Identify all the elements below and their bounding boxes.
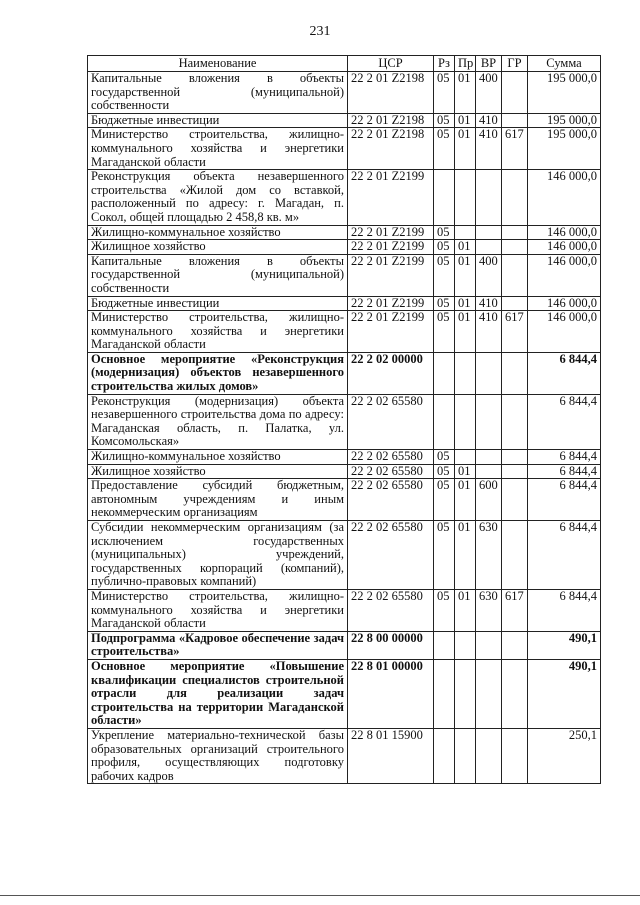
cell-gr — [502, 479, 528, 521]
cell-vr — [476, 659, 502, 728]
cell-gr — [502, 113, 528, 128]
table-row — [88, 72, 601, 114]
cell-gr — [502, 72, 528, 114]
table-row — [88, 479, 601, 521]
cell-vr: 410 — [476, 296, 502, 311]
cell-rz: 05 — [434, 254, 455, 296]
budget-table — [87, 55, 601, 784]
cell-vr: 630 — [476, 589, 502, 631]
cell-name: Реконструкция объекта незавершенного строительства «Жилой дом со вставкой, расположенный по адресу: г. Магадан, п. Сокол, общей площадью 2 458,8 кв. м» — [88, 170, 348, 225]
page-bottom-divider — [0, 895, 640, 896]
cell-rz: 05 — [434, 464, 455, 479]
cell-name: Министерство строительства, жилищно-коммунального хозяйства и энергетики Магаданской области — [88, 589, 348, 631]
cell-pr — [455, 225, 476, 240]
cell-gr — [502, 631, 528, 659]
cell-csr: 22 2 01 Z2199 — [348, 170, 434, 225]
cell-vr — [476, 352, 502, 394]
cell-pr — [455, 631, 476, 659]
cell-name: Подпрограмма «Кадровое обеспечение задач строительства» — [88, 631, 348, 659]
cell-rz: 05 — [434, 225, 455, 240]
cell-sum: 146 000,0 — [528, 225, 601, 240]
table-row — [88, 254, 601, 296]
cell-rz — [434, 170, 455, 225]
cell-pr — [455, 170, 476, 225]
cell-pr: 01 — [455, 311, 476, 353]
cell-pr: 01 — [455, 479, 476, 521]
table-row — [88, 170, 601, 225]
cell-name: Жилищно-коммунальное хозяйство — [88, 450, 348, 465]
cell-sum: 6 844,4 — [528, 479, 601, 521]
cell-rz: 05 — [434, 240, 455, 255]
table-row — [88, 728, 601, 783]
cell-sum: 6 844,4 — [528, 352, 601, 394]
cell-name: Министерство строительства, жилищно-коммунального хозяйства и энергетики Магаданской области — [88, 128, 348, 170]
cell-vr: 410 — [476, 128, 502, 170]
cell-vr — [476, 450, 502, 465]
cell-csr: 22 2 01 Z2199 — [348, 240, 434, 255]
cell-gr — [502, 240, 528, 255]
cell-csr: 22 2 01 Z2199 — [348, 296, 434, 311]
header-csr: ЦСР — [348, 56, 434, 72]
cell-rz: 05 — [434, 589, 455, 631]
cell-name: Основное мероприятие «Повышение квалификации специалистов строительной отрасли для реализации задач строительства на территории Магаданской области» — [88, 659, 348, 728]
table-row — [88, 240, 601, 255]
table-row — [88, 225, 601, 240]
header-sum: Сумма — [528, 56, 601, 72]
cell-vr — [476, 464, 502, 479]
cell-vr — [476, 170, 502, 225]
cell-rz — [434, 631, 455, 659]
cell-vr — [476, 394, 502, 449]
cell-pr: 01 — [455, 521, 476, 590]
cell-gr: 617 — [502, 589, 528, 631]
cell-sum: 195 000,0 — [528, 72, 601, 114]
cell-sum: 146 000,0 — [528, 240, 601, 255]
cell-gr — [502, 170, 528, 225]
cell-gr — [502, 352, 528, 394]
cell-rz — [434, 728, 455, 783]
cell-pr: 01 — [455, 254, 476, 296]
cell-pr: 01 — [455, 240, 476, 255]
cell-gr — [502, 296, 528, 311]
cell-rz — [434, 659, 455, 728]
table-row — [88, 450, 601, 465]
cell-rz: 05 — [434, 296, 455, 311]
header-gr: ГР — [502, 56, 528, 72]
cell-rz: 05 — [434, 128, 455, 170]
cell-csr: 22 8 01 00000 — [348, 659, 434, 728]
cell-csr: 22 2 01 Z2199 — [348, 254, 434, 296]
cell-vr: 630 — [476, 521, 502, 590]
header-row — [88, 56, 601, 72]
cell-pr: 01 — [455, 72, 476, 114]
cell-pr: 01 — [455, 589, 476, 631]
cell-pr — [455, 728, 476, 783]
cell-csr: 22 8 00 00000 — [348, 631, 434, 659]
cell-name: Жилищное хозяйство — [88, 240, 348, 255]
table-row — [88, 631, 601, 659]
cell-gr — [502, 464, 528, 479]
cell-sum: 146 000,0 — [528, 296, 601, 311]
cell-csr: 22 2 02 65580 — [348, 521, 434, 590]
cell-name: Укрепление материально-технической базы образовательных организаций строительного профиля, осуществляющих подготовку рабочих кадров — [88, 728, 348, 783]
cell-gr — [502, 254, 528, 296]
cell-rz: 05 — [434, 72, 455, 114]
table-row — [88, 394, 601, 449]
cell-sum: 6 844,4 — [528, 464, 601, 479]
cell-csr: 22 2 02 65580 — [348, 464, 434, 479]
cell-gr — [502, 394, 528, 449]
cell-name: Жилищно-коммунальное хозяйство — [88, 225, 348, 240]
cell-gr — [502, 728, 528, 783]
cell-sum: 146 000,0 — [528, 170, 601, 225]
cell-sum: 146 000,0 — [528, 254, 601, 296]
cell-sum: 6 844,4 — [528, 521, 601, 590]
cell-pr: 01 — [455, 128, 476, 170]
cell-sum: 195 000,0 — [528, 128, 601, 170]
cell-pr — [455, 450, 476, 465]
cell-pr: 01 — [455, 464, 476, 479]
cell-rz: 05 — [434, 521, 455, 590]
cell-sum: 490,1 — [528, 659, 601, 728]
table-row — [88, 521, 601, 590]
cell-csr: 22 2 02 65580 — [348, 479, 434, 521]
cell-sum: 146 000,0 — [528, 311, 601, 353]
cell-rz: 05 — [434, 450, 455, 465]
cell-rz: 05 — [434, 479, 455, 521]
cell-gr — [502, 450, 528, 465]
cell-rz: 05 — [434, 113, 455, 128]
cell-sum: 6 844,4 — [528, 394, 601, 449]
cell-name: Основное мероприятие «Реконструкция (модернизация) объектов незавершенного строительства жилых домов» — [88, 352, 348, 394]
cell-pr — [455, 352, 476, 394]
cell-name: Бюджетные инвестиции — [88, 113, 348, 128]
cell-name: Жилищное хозяйство — [88, 464, 348, 479]
cell-sum: 490,1 — [528, 631, 601, 659]
cell-pr: 01 — [455, 113, 476, 128]
cell-pr — [455, 394, 476, 449]
cell-name: Капитальные вложения в объекты государственной (муниципальной) собственности — [88, 254, 348, 296]
cell-gr — [502, 659, 528, 728]
header-name: Наименование — [88, 56, 348, 72]
cell-csr: 22 2 02 65580 — [348, 450, 434, 465]
cell-rz — [434, 394, 455, 449]
cell-sum: 195 000,0 — [528, 113, 601, 128]
cell-rz: 05 — [434, 311, 455, 353]
table-row — [88, 311, 601, 353]
table-row — [88, 464, 601, 479]
table-row — [88, 113, 601, 128]
cell-vr — [476, 240, 502, 255]
page-number: 231 — [309, 24, 331, 39]
cell-sum: 6 844,4 — [528, 589, 601, 631]
cell-vr: 400 — [476, 72, 502, 114]
cell-csr: 22 8 01 15900 — [348, 728, 434, 783]
cell-pr: 01 — [455, 296, 476, 311]
cell-csr: 22 2 02 65580 — [348, 589, 434, 631]
cell-vr: 410 — [476, 113, 502, 128]
cell-name: Министерство строительства, жилищно-коммунального хозяйства и энергетики Магаданской области — [88, 311, 348, 353]
table-row — [88, 128, 601, 170]
cell-csr: 22 2 01 Z2198 — [348, 128, 434, 170]
header-vr: ВР — [476, 56, 502, 72]
cell-gr — [502, 225, 528, 240]
cell-gr: 617 — [502, 128, 528, 170]
table-row — [88, 659, 601, 728]
cell-csr: 22 2 02 65580 — [348, 394, 434, 449]
cell-name: Субсидии некоммерческим организациям (за исключением государственных (муниципальных) учреждений, государственных корпораций (компаний), публично-правовых компаний) — [88, 521, 348, 590]
table-row — [88, 296, 601, 311]
cell-rz — [434, 352, 455, 394]
cell-csr: 22 2 01 Z2199 — [348, 311, 434, 353]
cell-name: Капитальные вложения в объекты государственной (муниципальной) собственности — [88, 72, 348, 114]
table-row — [88, 352, 601, 394]
cell-vr — [476, 225, 502, 240]
cell-csr: 22 2 01 Z2199 — [348, 225, 434, 240]
cell-csr: 22 2 01 Z2198 — [348, 113, 434, 128]
cell-name: Реконструкция (модернизация) объекта незавершенного строительства дома по адресу: Магаданская область, п. Палатка, ул. Комсомольская» — [88, 394, 348, 449]
cell-name: Бюджетные инвестиции — [88, 296, 348, 311]
cell-gr — [502, 521, 528, 590]
cell-csr: 22 2 02 00000 — [348, 352, 434, 394]
cell-sum: 6 844,4 — [528, 450, 601, 465]
cell-name: Предоставление субсидий бюджетным, автономным учреждениям и иным некоммерческим организациям — [88, 479, 348, 521]
cell-sum: 250,1 — [528, 728, 601, 783]
cell-pr — [455, 659, 476, 728]
cell-vr: 400 — [476, 254, 502, 296]
table-row — [88, 589, 601, 631]
cell-vr: 410 — [476, 311, 502, 353]
cell-gr: 617 — [502, 311, 528, 353]
header-rz: Рз — [434, 56, 455, 72]
header-pr: Пр — [455, 56, 476, 72]
cell-vr — [476, 728, 502, 783]
cell-csr: 22 2 01 Z2198 — [348, 72, 434, 114]
table-body — [88, 72, 601, 784]
cell-vr: 600 — [476, 479, 502, 521]
cell-vr — [476, 631, 502, 659]
